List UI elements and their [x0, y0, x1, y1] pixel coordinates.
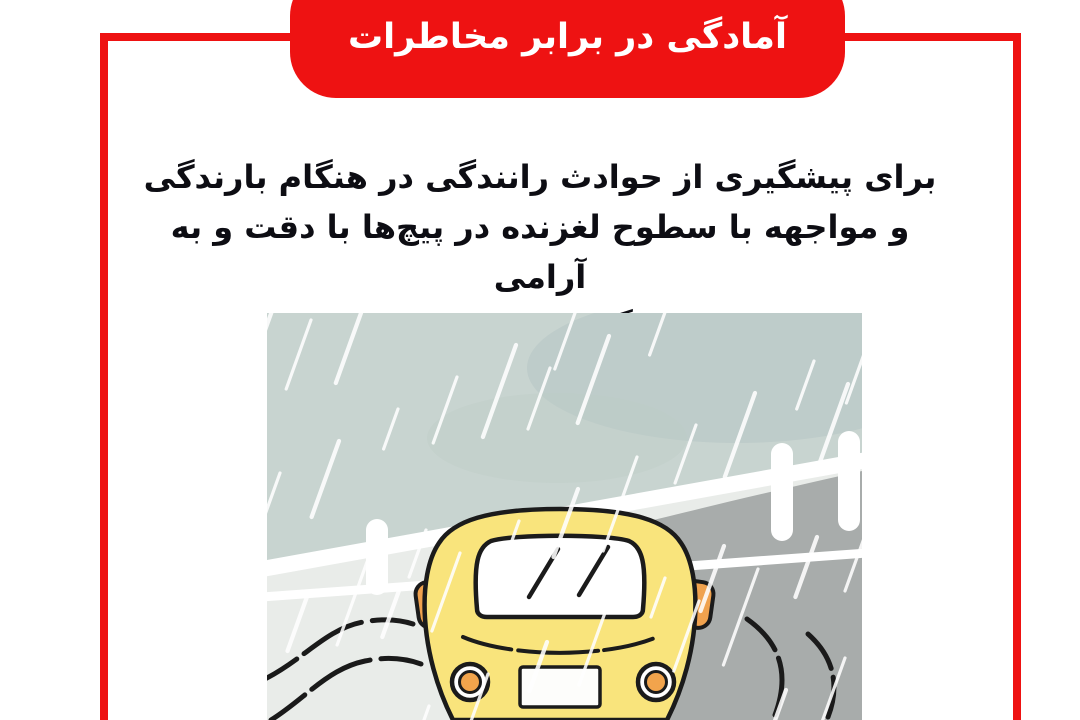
car: [414, 509, 715, 720]
advisory-line-2: و مواجهه با سطوح لغزنده در پیچ‌ها با دقت و به آرامی: [170, 208, 910, 296]
car-rear-window: [476, 536, 645, 617]
sky-cloud-shade-2: [427, 393, 687, 483]
guardrail-post: [838, 431, 860, 531]
illustration-canvas: [267, 313, 862, 720]
car-left-light-inner: [460, 672, 481, 693]
rainy-road-car-illustration: [267, 313, 862, 720]
car-right-light-inner: [646, 672, 667, 693]
title-banner: [290, 0, 845, 98]
advisory-line-1: برای پیشگیری از حوادث رانندگی در هنگام بارندگی: [143, 158, 937, 196]
page-title: آمادگی در برابر مخاطرات: [348, 17, 787, 57]
guardrail-post: [771, 443, 793, 541]
